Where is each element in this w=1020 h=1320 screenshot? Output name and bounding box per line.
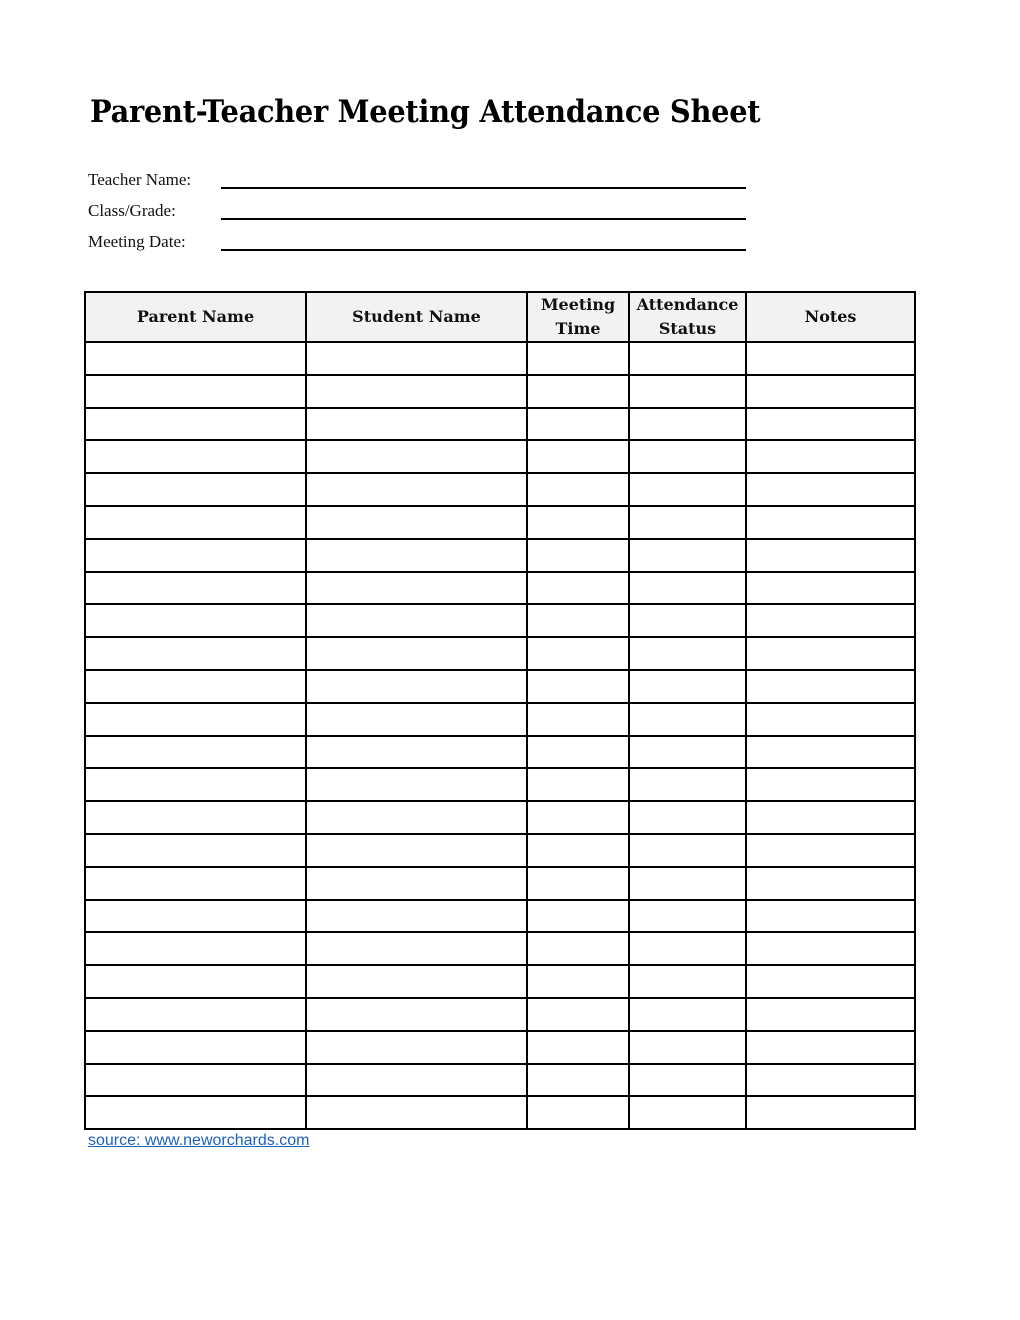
notes-cell[interactable]: [746, 1096, 915, 1129]
teacher-name-field: [88, 170, 748, 198]
table-row: [85, 506, 915, 539]
student-name-cell[interactable]: [306, 998, 527, 1031]
table-row: [85, 998, 915, 1031]
parent-name-cell[interactable]: [85, 900, 306, 933]
meeting-time-cell[interactable]: [527, 506, 629, 539]
notes-cell[interactable]: [746, 440, 915, 473]
meeting-time-cell[interactable]: [527, 932, 629, 965]
student-name-cell[interactable]: [306, 539, 527, 572]
meeting-time-cell[interactable]: [527, 900, 629, 933]
table-row: [85, 965, 915, 998]
attendance-status-cell[interactable]: [629, 900, 746, 933]
meeting-time-cell[interactable]: [527, 1064, 629, 1097]
parent-name-cell[interactable]: [85, 1064, 306, 1097]
student-name-cell[interactable]: [306, 1064, 527, 1097]
parent-name-cell[interactable]: [85, 670, 306, 703]
attendance-status-cell[interactable]: [629, 932, 746, 965]
column-header-meeting-time: Meeting Time: [527, 292, 629, 342]
table-row: [85, 932, 915, 965]
notes-cell[interactable]: [746, 539, 915, 572]
notes-cell[interactable]: [746, 1031, 915, 1064]
meeting-time-cell[interactable]: [527, 670, 629, 703]
notes-cell[interactable]: [746, 1064, 915, 1097]
meeting-time-cell[interactable]: [527, 473, 629, 506]
table-row: [85, 375, 915, 408]
notes-cell[interactable]: [746, 408, 915, 441]
notes-cell[interactable]: [746, 375, 915, 408]
parent-name-cell[interactable]: [85, 473, 306, 506]
notes-cell[interactable]: [746, 736, 915, 769]
student-name-cell[interactable]: [306, 342, 527, 375]
notes-cell[interactable]: [746, 768, 915, 801]
meeting-time-cell[interactable]: [527, 539, 629, 572]
parent-name-cell[interactable]: [85, 867, 306, 900]
parent-name-cell[interactable]: [85, 408, 306, 441]
parent-name-cell[interactable]: [85, 572, 306, 605]
student-name-cell[interactable]: [306, 1096, 527, 1129]
attendance-status-cell[interactable]: [629, 1031, 746, 1064]
notes-cell[interactable]: [746, 342, 915, 375]
attendance-table: [84, 291, 916, 1130]
attendance-status-cell[interactable]: [629, 506, 746, 539]
parent-name-cell[interactable]: [85, 506, 306, 539]
meeting-time-cell[interactable]: [527, 572, 629, 605]
meeting-time-cell[interactable]: [527, 801, 629, 834]
class-grade-input-line[interactable]: [221, 218, 746, 220]
student-name-cell[interactable]: [306, 703, 527, 736]
table-row: [85, 867, 915, 900]
parent-name-cell[interactable]: [85, 703, 306, 736]
attendance-status-cell[interactable]: [629, 867, 746, 900]
meeting-date-input-line[interactable]: [221, 249, 746, 251]
notes-cell[interactable]: [746, 932, 915, 965]
table-row: [85, 768, 915, 801]
attendance-status-cell[interactable]: [629, 834, 746, 867]
notes-cell[interactable]: [746, 703, 915, 736]
notes-cell[interactable]: [746, 801, 915, 834]
meeting-date-label: Meeting Date:: [88, 232, 186, 251]
table-row: [85, 801, 915, 834]
parent-name-cell[interactable]: [85, 932, 306, 965]
meeting-time-cell[interactable]: [527, 965, 629, 998]
table-row: [85, 440, 915, 473]
meeting-time-cell[interactable]: [527, 834, 629, 867]
parent-name-cell[interactable]: [85, 1031, 306, 1064]
teacher-name-label: Teacher Name:: [88, 170, 192, 189]
attendance-status-cell[interactable]: [629, 440, 746, 473]
column-header-attendance-status: Attendance Status: [629, 292, 746, 342]
meeting-time-cell[interactable]: [527, 736, 629, 769]
attendance-status-cell[interactable]: [629, 736, 746, 769]
table-row: [85, 1096, 915, 1129]
attendance-status-cell[interactable]: [629, 965, 746, 998]
parent-name-cell[interactable]: [85, 801, 306, 834]
notes-cell[interactable]: [746, 506, 915, 539]
table-row: [85, 670, 915, 703]
table-header-row: [85, 292, 915, 342]
student-name-cell[interactable]: [306, 637, 527, 670]
parent-name-cell[interactable]: [85, 539, 306, 572]
student-name-cell[interactable]: [306, 834, 527, 867]
attendance-status-cell[interactable]: [629, 1096, 746, 1129]
meeting-time-cell[interactable]: [527, 703, 629, 736]
table-row: [85, 342, 915, 375]
student-name-cell[interactable]: [306, 801, 527, 834]
table-row: [85, 473, 915, 506]
parent-name-cell[interactable]: [85, 834, 306, 867]
attendance-status-cell[interactable]: [629, 342, 746, 375]
notes-cell[interactable]: [746, 572, 915, 605]
table-row: [85, 572, 915, 605]
attendance-status-cell[interactable]: [629, 572, 746, 605]
parent-name-cell[interactable]: [85, 375, 306, 408]
meeting-time-cell[interactable]: [527, 440, 629, 473]
parent-name-cell[interactable]: [85, 736, 306, 769]
class-grade-label: Class/Grade:: [88, 201, 176, 220]
meeting-time-cell[interactable]: [527, 1096, 629, 1129]
source-link[interactable]: source: www.neworchards.com: [88, 1132, 310, 1149]
table-row: [85, 703, 915, 736]
table-row: [85, 1031, 915, 1064]
meeting-time-cell[interactable]: [527, 375, 629, 408]
parent-name-cell[interactable]: [85, 965, 306, 998]
meeting-time-cell[interactable]: [527, 768, 629, 801]
meeting-date-field: [88, 232, 748, 260]
student-name-cell[interactable]: [306, 768, 527, 801]
attendance-status-cell[interactable]: [629, 408, 746, 441]
student-name-cell[interactable]: [306, 932, 527, 965]
teacher-name-input-line[interactable]: [221, 187, 746, 189]
table-row: [85, 539, 915, 572]
meeting-time-cell[interactable]: [527, 867, 629, 900]
parent-name-cell[interactable]: [85, 342, 306, 375]
notes-cell[interactable]: [746, 834, 915, 867]
table-row: [85, 637, 915, 670]
table-row: [85, 834, 915, 867]
column-header-parent-name: Parent Name: [85, 292, 306, 342]
meeting-time-cell[interactable]: [527, 342, 629, 375]
table-body: [85, 342, 915, 1129]
attendance-status-cell[interactable]: [629, 703, 746, 736]
column-header-notes: Notes: [746, 292, 915, 342]
attendance-status-cell[interactable]: [629, 375, 746, 408]
attendance-status-cell[interactable]: [629, 473, 746, 506]
table-row: [85, 408, 915, 441]
attendance-status-cell[interactable]: [629, 604, 746, 637]
attendance-status-cell[interactable]: [629, 637, 746, 670]
notes-cell[interactable]: [746, 637, 915, 670]
table-row: [85, 604, 915, 637]
meeting-time-cell[interactable]: [527, 637, 629, 670]
student-name-cell[interactable]: [306, 965, 527, 998]
parent-name-cell[interactable]: [85, 440, 306, 473]
student-name-cell[interactable]: [306, 900, 527, 933]
attendance-status-cell[interactable]: [629, 1064, 746, 1097]
notes-cell[interactable]: [746, 604, 915, 637]
attendance-status-cell[interactable]: [629, 768, 746, 801]
student-name-cell[interactable]: [306, 408, 527, 441]
column-header-student-name: Student Name: [306, 292, 527, 342]
table-row: [85, 736, 915, 769]
meeting-time-cell[interactable]: [527, 1031, 629, 1064]
meeting-time-cell[interactable]: [527, 408, 629, 441]
notes-cell[interactable]: [746, 670, 915, 703]
attendance-status-cell[interactable]: [629, 998, 746, 1031]
parent-name-cell[interactable]: [85, 1096, 306, 1129]
class-grade-field: [88, 201, 748, 229]
parent-name-cell[interactable]: [85, 604, 306, 637]
parent-name-cell[interactable]: [85, 637, 306, 670]
student-name-cell[interactable]: [306, 375, 527, 408]
table-row: [85, 1064, 915, 1097]
student-name-cell[interactable]: [306, 736, 527, 769]
attendance-status-cell[interactable]: [629, 670, 746, 703]
student-name-cell[interactable]: [306, 1031, 527, 1064]
meeting-time-cell[interactable]: [527, 604, 629, 637]
student-name-cell[interactable]: [306, 572, 527, 605]
parent-name-cell[interactable]: [85, 998, 306, 1031]
student-name-cell[interactable]: [306, 867, 527, 900]
student-name-cell[interactable]: [306, 506, 527, 539]
student-name-cell[interactable]: [306, 440, 527, 473]
notes-cell[interactable]: [746, 965, 915, 998]
meeting-time-cell[interactable]: [527, 998, 629, 1031]
parent-name-cell[interactable]: [85, 768, 306, 801]
table-row: [85, 900, 915, 933]
notes-cell[interactable]: [746, 900, 915, 933]
notes-cell[interactable]: [746, 473, 915, 506]
attendance-status-cell[interactable]: [629, 801, 746, 834]
page-title: Parent-Teacher Meeting Attendance Sheet: [90, 94, 761, 130]
student-name-cell[interactable]: [306, 473, 527, 506]
student-name-cell[interactable]: [306, 604, 527, 637]
attendance-status-cell[interactable]: [629, 539, 746, 572]
student-name-cell[interactable]: [306, 670, 527, 703]
notes-cell[interactable]: [746, 867, 915, 900]
notes-cell[interactable]: [746, 998, 915, 1031]
